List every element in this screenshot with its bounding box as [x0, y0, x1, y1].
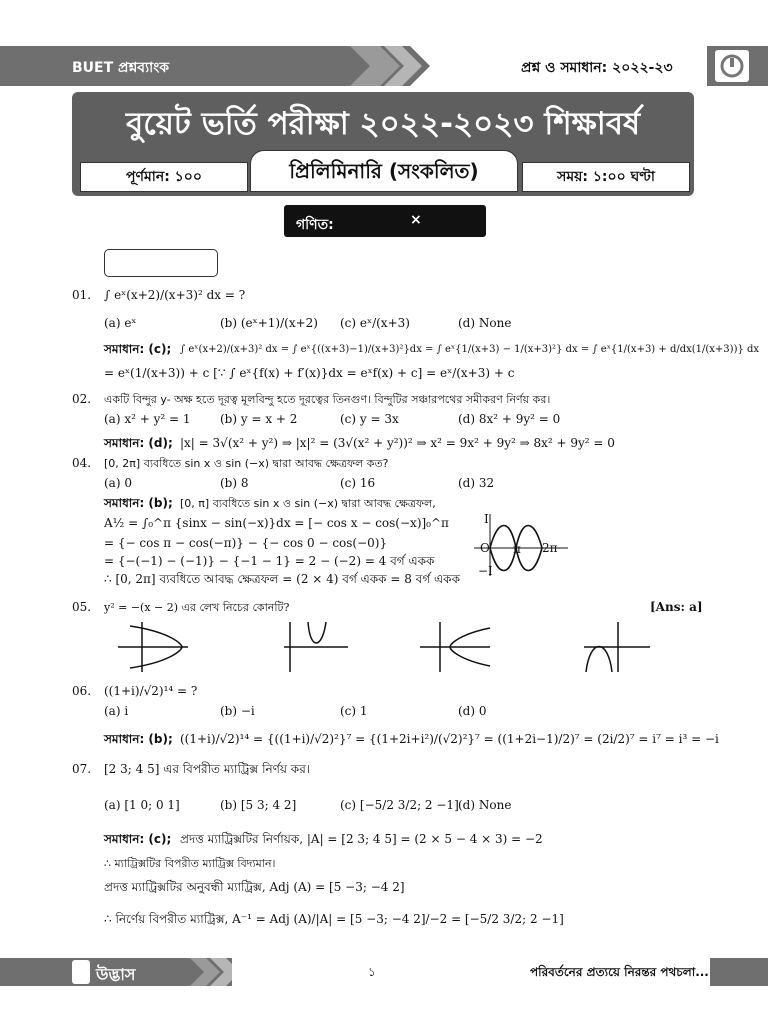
q7-solution-line-4: ∴ নির্ণেয় বিপরীত ম্যাট্রিক্স, A⁻¹ = Adj (A)/|A| = [5 −3; −4 2]/−2 = [−5/2 3/2; 2 −1] — [104, 912, 564, 926]
header-chevron-decoration — [350, 46, 480, 86]
q6-number: 06. — [72, 684, 92, 698]
q4-solution-label: সমাধান: (b); — [104, 496, 173, 510]
q2-number: 02. — [72, 392, 92, 406]
header-right-box — [475, 46, 707, 86]
q7-option-a: (a) [1 0; 0 1] — [104, 798, 180, 812]
graph-label-neg-i: −I — [478, 564, 493, 578]
q4-option-d: (d) 32 — [458, 476, 495, 490]
graph-label-2pi: 2π — [542, 541, 558, 555]
question-2 — [0, 392, 768, 452]
header-left-text: BUET প্রশ্নব্যাংক — [72, 60, 170, 76]
q4-solution-line-5: ∴ [0, 2π] ব্যবধিতে আবদ্ধ ক্ষেত্রফল = (2 × 4) বর্গ একক = 8 বর্গ একক — [104, 572, 460, 586]
q4-solution-line-1: [0, π] ব্যবধিতে sin x ও sin (−x) দ্বারা আবদ্ধ ক্ষেত্রফল, — [180, 497, 436, 510]
exam-title: বুয়েট ভর্তি পরীক্ষা ২০২২-২০২৩ শিক্ষাবর্ষ — [125, 106, 641, 142]
q4-number: 04. — [72, 456, 92, 470]
footer-logo-icon — [72, 960, 90, 984]
q1-option-c: (c) eˣ/(x+3) — [340, 316, 410, 330]
close-icon[interactable]: × — [410, 212, 422, 228]
graph-label-o: O — [480, 541, 490, 555]
q4-solution-line-4: = {−(−1) − (−1)} − {−1 − 1} = 2 − (−2) = 4 বর্গ একক — [104, 554, 435, 568]
q1-option-d: (d) None — [458, 316, 512, 330]
q6-option-b: (b) −i — [220, 704, 255, 718]
q1-text: ∫ eˣ(x+2)/(x+3)² dx = ? — [104, 288, 246, 302]
header-logo-icon — [715, 50, 749, 82]
q5-answer: [Ans: a] — [650, 600, 703, 614]
q7-solution-line-1: প্রদত্ত ম্যাট্রিক্সটির নির্ণায়ক, |A| = [2 3; 4 5] = (2 × 5 − 4 × 3) = −2 — [180, 832, 543, 846]
question-5 — [0, 600, 768, 620]
graph-label-i: I — [484, 512, 489, 526]
exam-type-text: প্রিলিমিনারি (সংকলিত) — [289, 159, 479, 183]
time-box — [522, 162, 690, 192]
q5-number: 05. — [72, 600, 92, 614]
q4-text: [0, 2π] ব্যবধিতে sin x ও sin (−x) দ্বারা আবদ্ধ ক্ষেত্রফল কত? — [104, 457, 389, 470]
question-1 — [0, 286, 768, 386]
footer-slogan-box — [516, 958, 710, 986]
q1-solution-line-1: ∫ eˣ(x+2)/(x+3)² dx = ∫ eˣ{((x+3)−1)/(x+3)²}dx = ∫ eˣ{1/(x+3) − 1/(x+3)²} dx = ∫ eˣ{1/(x+3) + d/dx(1/(x+3))} dx — [180, 344, 760, 355]
q7-number: 07. — [72, 762, 92, 776]
q7-solution-line-2: ∴ ম্যাট্রিক্সটির বিপরীত ম্যাট্রিক্স বিদ্যমান। — [104, 857, 276, 870]
header-right-text: প্রশ্ন ও সমাধান: ২০২২-২৩ — [521, 60, 673, 76]
question-4 — [0, 456, 768, 596]
exam-type-box — [250, 150, 518, 192]
q4-option-b: (b) 8 — [220, 476, 249, 490]
q7-text: [2 3; 4 5] এর বিপরীত ম্যাট্রিক্স নির্ণয় কর। — [104, 762, 311, 776]
blank-box — [104, 249, 218, 277]
q2-solution-line-1: |x| = 3√(x² + y²) ⇒ |x|² = (3√(x² + y²))² ⇒ x² = 9x² + 9y² ⇒ 8x² + 9y² = 0 — [180, 436, 615, 450]
full-marks-text: পূর্ণমান: ১০০ — [126, 169, 202, 185]
q6-text: ((1+i)/√2)¹⁴ = ? — [104, 684, 198, 698]
q2-option-b: (b) y = x + 2 — [220, 412, 298, 426]
q2-option-a: (a) x² + y² = 1 — [104, 412, 191, 426]
q6-option-a: (a) i — [104, 704, 129, 718]
q2-option-c: (c) y = 3x — [340, 412, 399, 426]
q4-solution-line-3: = {− cos π − cos(−π)} − {− cos 0 − cos(−0)} — [104, 536, 388, 550]
q1-solution-label: সমাধান: (c); — [104, 342, 172, 356]
q5-text: y² = −(x − 2) এর লেখ নিচের কোনটি? — [104, 601, 290, 614]
q1-number: 01. — [72, 288, 92, 302]
q7-solution-label: সমাধান: (c); — [104, 832, 172, 846]
q6-option-d: (d) 0 — [458, 704, 487, 718]
q7-option-d: (d) None — [458, 798, 512, 812]
subject-label: গণিত: — [296, 217, 334, 233]
q7-solution-line-3: প্রদত্ত ম্যাট্রিক্সটির অনুবন্ধী ম্যাট্রিক্স, Adj (A) = [5 −3; −4 2] — [104, 880, 405, 894]
q4-option-c: (c) 16 — [340, 476, 376, 490]
question-7 — [0, 762, 768, 952]
q5-graph-options — [100, 620, 660, 674]
q6-solution-label: সমাধান: (b); — [104, 732, 173, 746]
footer-slogan: পরিবর্তনের প্রত্যয়ে নিরন্তর পথচলা... — [530, 965, 709, 979]
q2-text: একটি বিন্দুর y- অক্ষ হতে দূরত্ব মূলবিন্দু হতে দূরত্বের তিনগুণ। বিন্দুটির সঞ্চারপথের সমীকরণ নির্ণয় কর। — [104, 393, 551, 406]
q6-solution-line-1: ((1+i)/√2)¹⁴ = {((1+i)/√2)²}⁷ = {(1+2i+i²)/(√2)²}⁷ = ((1+2i−1)/2)⁷ = (2i/2)⁷ = i⁷ = i³ = −i — [180, 732, 719, 746]
q2-option-d: (d) 8x² + 9y² = 0 — [458, 412, 561, 426]
question-6 — [0, 680, 768, 750]
q1-option-b: (b) (eˣ+1)/(x+2) — [220, 316, 318, 330]
q6-option-c: (c) 1 — [340, 704, 368, 718]
q4-option-a: (a) 0 — [104, 476, 132, 490]
time-text: সময়: ১:০০ ঘণ্টা — [557, 169, 655, 185]
full-marks-box — [80, 162, 248, 192]
footer-page-area — [232, 958, 516, 986]
graph-label-pi: π — [513, 542, 521, 556]
q4-solution-line-2: A½ = ∫₀^π {sinx − sin(−x)}dx = [− cos x − cos(−x)]₀^π — [104, 516, 449, 530]
q2-solution-label: সমাধান: (d); — [104, 436, 173, 450]
q7-option-c: (c) [−5/2 3/2; 2 −1] — [340, 798, 459, 812]
subject-bar — [284, 205, 486, 237]
page-number: ১ — [368, 965, 376, 979]
q1-option-a: (a) eˣ — [104, 316, 137, 330]
q1-solution-line-2: = eˣ(1/(x+3)) + c [∵ ∫ eˣ{f(x) + f′(x)}dx = eˣf(x) + c] = eˣ/(x+3) + c — [104, 366, 515, 380]
q7-option-b: (b) [5 3; 4 2] — [220, 798, 297, 812]
footer-brand: উদ্ভাস — [96, 965, 136, 984]
